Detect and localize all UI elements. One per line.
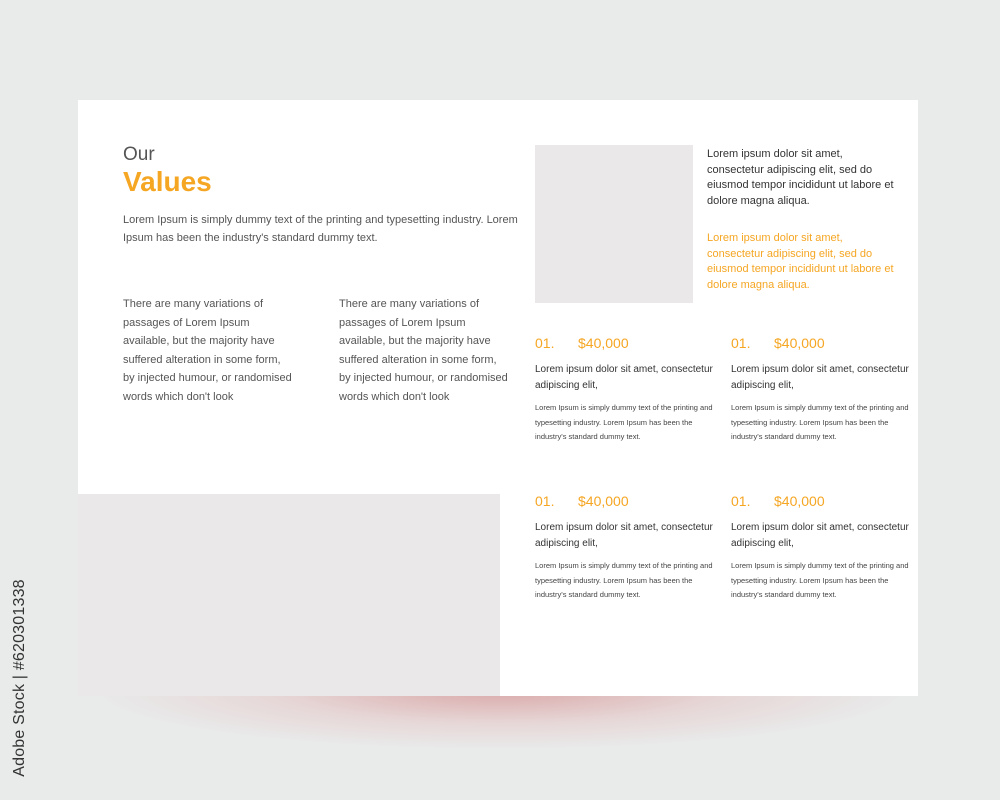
text-column-1: There are many variations of passages of Lorem Ipsum available, but the majority have suffered alteration in some form, by injected humour, or randomised words which don't look: [123, 298, 292, 403]
stat-title: Lorem ipsum dolor sit amet, consectetur adipiscing elit,: [731, 522, 909, 549]
text-column-2: There are many variations of passages of Lorem Ipsum available, but the majority have suffered alteration in some form, by injected humour, or randomised words which don't look: [339, 298, 508, 403]
watermark-text: Adobe Stock | #620301338: [11, 578, 28, 777]
stock-watermark: [8, 560, 32, 795]
stat-description: Lorem Ipsum is simply dummy text of the printing and typesetting industry. Lorem Ipsum has been the industry's standard dummy text.: [535, 403, 713, 441]
image-placeholder-small: [535, 145, 693, 303]
stat-description: Lorem Ipsum is simply dummy text of the printing and typesetting industry. Lorem Ipsum has been the industry's standard dummy text.: [535, 561, 713, 599]
title-our: Our: [123, 144, 155, 165]
stat-value: $40,000: [774, 335, 825, 351]
stat-number: 01.: [535, 493, 555, 509]
side-text-orange: Lorem ipsum dolor sit amet, consectetur adipiscing elit, sed do eiusmod tempor incididunt ut labore et dolore magna aliqua.: [707, 232, 894, 291]
title-values: Values: [123, 166, 212, 197]
stat-block: [731, 490, 911, 603]
stat-number: 01.: [731, 493, 751, 509]
side-text-dark: Lorem ipsum dolor sit amet, consectetur adipiscing elit, sed do eiusmod tempor incididunt ut labore et dolore magna aliqua.: [707, 148, 894, 207]
page-shadow: [90, 690, 910, 750]
stat-description: Lorem Ipsum is simply dummy text of the printing and typesetting industry. Lorem Ipsum has been the industry's standard dummy text.: [731, 561, 909, 599]
brochure-page: [78, 100, 918, 696]
stat-title: Lorem ipsum dolor sit amet, consectetur adipiscing elit,: [535, 522, 713, 549]
stat-block: [535, 332, 715, 445]
stat-number: 01.: [535, 335, 555, 351]
stat-value: $40,000: [578, 335, 629, 351]
stat-title: Lorem ipsum dolor sit amet, consectetur adipiscing elit,: [535, 364, 713, 391]
stat-block: [731, 332, 911, 445]
stat-description: Lorem Ipsum is simply dummy text of the printing and typesetting industry. Lorem Ipsum has been the industry's standard dummy text.: [731, 403, 909, 441]
stat-value: $40,000: [578, 493, 629, 509]
stat-block: [535, 490, 715, 603]
stat-value: $40,000: [774, 493, 825, 509]
stat-number: 01.: [731, 335, 751, 351]
image-placeholder-large: [78, 494, 500, 696]
intro-text: Lorem Ipsum is simply dummy text of the printing and typesetting industry. Lorem Ipsum has been the industry's standard dummy text.: [123, 214, 518, 244]
stat-title: Lorem ipsum dolor sit amet, consectetur adipiscing elit,: [731, 364, 909, 391]
